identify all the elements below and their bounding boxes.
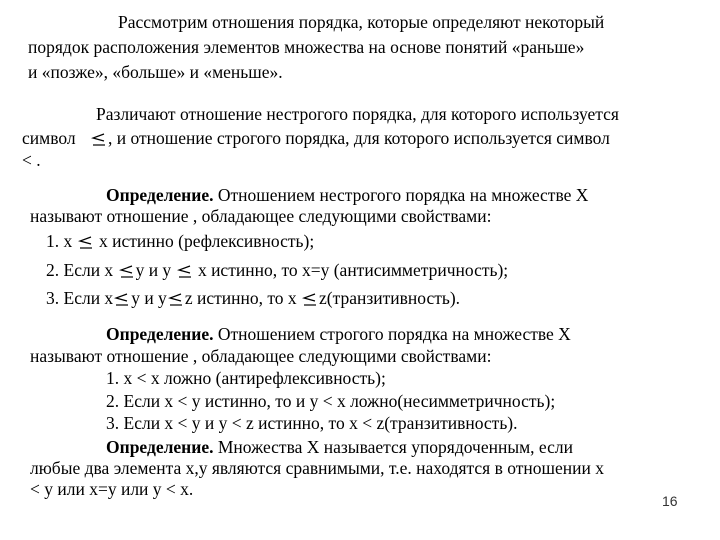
def3-line1 [106, 437, 573, 457]
less-or-equal-symbol [90, 133, 108, 147]
para2-line2-start: символ [22, 128, 76, 148]
page-number: 16 [662, 493, 678, 509]
def1-item2 [46, 260, 508, 280]
def1-item2-b: y и y [135, 260, 172, 280]
para2-line3: < . [22, 150, 41, 170]
def2-item1: 1. x < x ложно (антирефлексивность); [106, 368, 386, 388]
def3-line2: любые два элемента x,y являются сравнимыми, т.е. находятся в отношении x [30, 458, 604, 478]
def1-item3-b: y и y [131, 288, 167, 308]
def2-item2: 2. Если x < y истинно, то и y < x ложно(несимметричность); [106, 391, 556, 411]
def1-text1: Отношением нестрогого порядка на множестве X [213, 185, 589, 205]
less-or-equal-symbol [77, 236, 95, 250]
def3-line3: < y или x=y или y < x. [30, 479, 194, 499]
def2-heading: Определение. [106, 324, 214, 344]
def1-item1 [46, 231, 314, 251]
def2-text1: Отношением строгого порядка на множестве X [213, 324, 571, 344]
def1-item3-c: z истинно, то x [184, 288, 297, 308]
less-or-equal-symbol [113, 293, 131, 307]
def1-line1 [106, 185, 588, 205]
def1-heading: Определение. [106, 185, 214, 205]
para2-line2-end: , и отношение строгого порядка, для которого используется символ [107, 128, 610, 148]
def2-item3: 3. Если x < y и y < z истинно, то x < z(транзитивность). [106, 413, 518, 433]
def1-item3-d: z(транзитивность). [319, 288, 461, 308]
less-or-equal-symbol [176, 265, 194, 279]
para2-line2 [22, 128, 610, 148]
def1-item2-c: x истинно, то x=y (антисимметричность); [197, 260, 509, 280]
def1-item2-a: 2. Если x [46, 260, 114, 280]
less-or-equal-symbol [118, 265, 136, 279]
def1-item3-a: 3. Если x [46, 288, 114, 308]
def1-line2: называют отношение , обладающее следующими свойствами: [30, 206, 492, 226]
less-or-equal-symbol [301, 293, 319, 307]
def1-item3 [46, 288, 460, 308]
def1-item1-a: 1. x [46, 231, 73, 251]
def2-line2: называют отношение , обладающее следующими свойствами: [30, 346, 492, 366]
less-or-equal-symbol [167, 293, 185, 307]
para2-line1: Различают отношение нестрогого порядка, для которого используется [96, 104, 619, 124]
def1-item1-b: x истинно (рефлексивность); [99, 231, 315, 251]
def3-heading: Определение. [106, 437, 214, 457]
para1-line3: и «позже», «больше» и «меньше». [28, 62, 283, 82]
para1-line2: порядок расположения элементов множества на основе понятий «раньше» [28, 37, 585, 57]
def2-line1 [106, 324, 571, 344]
para1-line1: Рассмотрим отношения порядка, которые определяют некоторый [118, 12, 605, 32]
def3-text1: Множества X называется упорядоченным, если [213, 437, 574, 457]
